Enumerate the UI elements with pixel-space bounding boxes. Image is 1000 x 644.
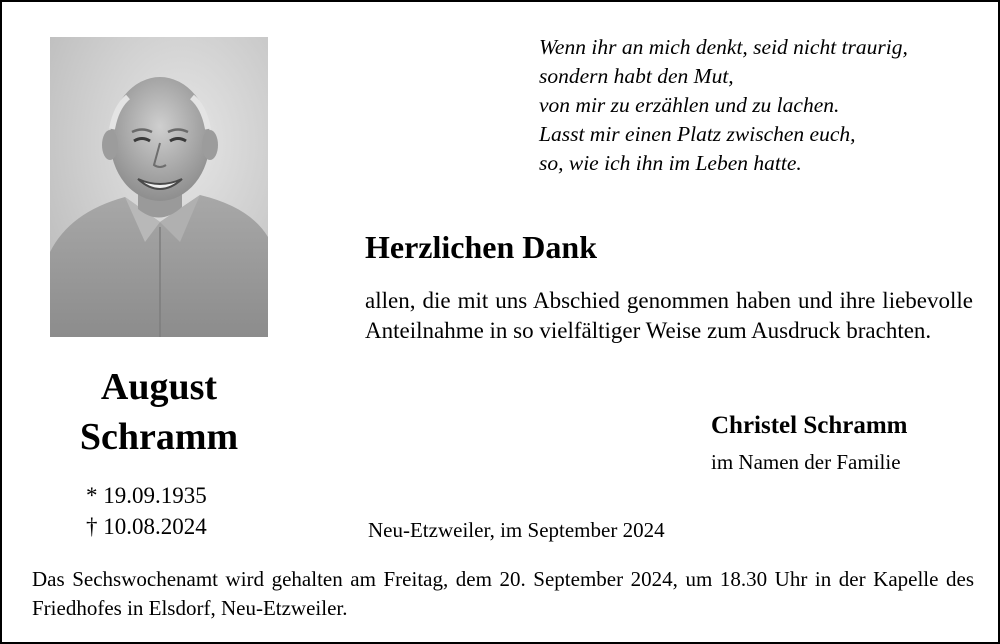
portrait-image bbox=[50, 37, 268, 337]
last-name: Schramm bbox=[79, 416, 239, 458]
poem-line: sondern habt den Mut, bbox=[539, 64, 734, 88]
deceased-name bbox=[50, 362, 268, 462]
first-name: August bbox=[100, 366, 218, 408]
place-date: Neu-Etzweiler, im September 2024 bbox=[368, 518, 665, 542]
birth-date: * 19.09.1935 bbox=[86, 483, 207, 508]
poem-line: Wenn ihr an mich denkt, seid nicht traurig, bbox=[539, 35, 908, 59]
service-notice: Das Sechswochenamt wird gehalten am Freitag, dem 20. September 2024, um 18.30 Uhr in der Kapelle des Friedhofes in Elsdorf, Neu-Etzweiler. bbox=[32, 567, 974, 620]
thanks-title: Herzlichen Dank bbox=[365, 229, 597, 265]
death-date: † 10.08.2024 bbox=[86, 514, 207, 539]
thanks-body: allen, die mit uns Abschied genommen haben und ihre liebevolle Anteilnahme in so vielfältiger Weise zum Ausdruck brachten. bbox=[365, 288, 973, 343]
poem bbox=[539, 33, 908, 178]
signer-subtitle: im Namen der Familie bbox=[711, 450, 901, 474]
portrait-photo bbox=[50, 37, 268, 337]
life-dates bbox=[86, 480, 207, 542]
poem-line: von mir zu erzählen und zu lachen. bbox=[539, 93, 840, 117]
poem-line: Lasst mir einen Platz zwischen euch, bbox=[539, 122, 856, 146]
poem-line: so, wie ich ihn im Leben hatte. bbox=[539, 151, 802, 175]
signer-name: Christel Schramm bbox=[711, 412, 908, 439]
